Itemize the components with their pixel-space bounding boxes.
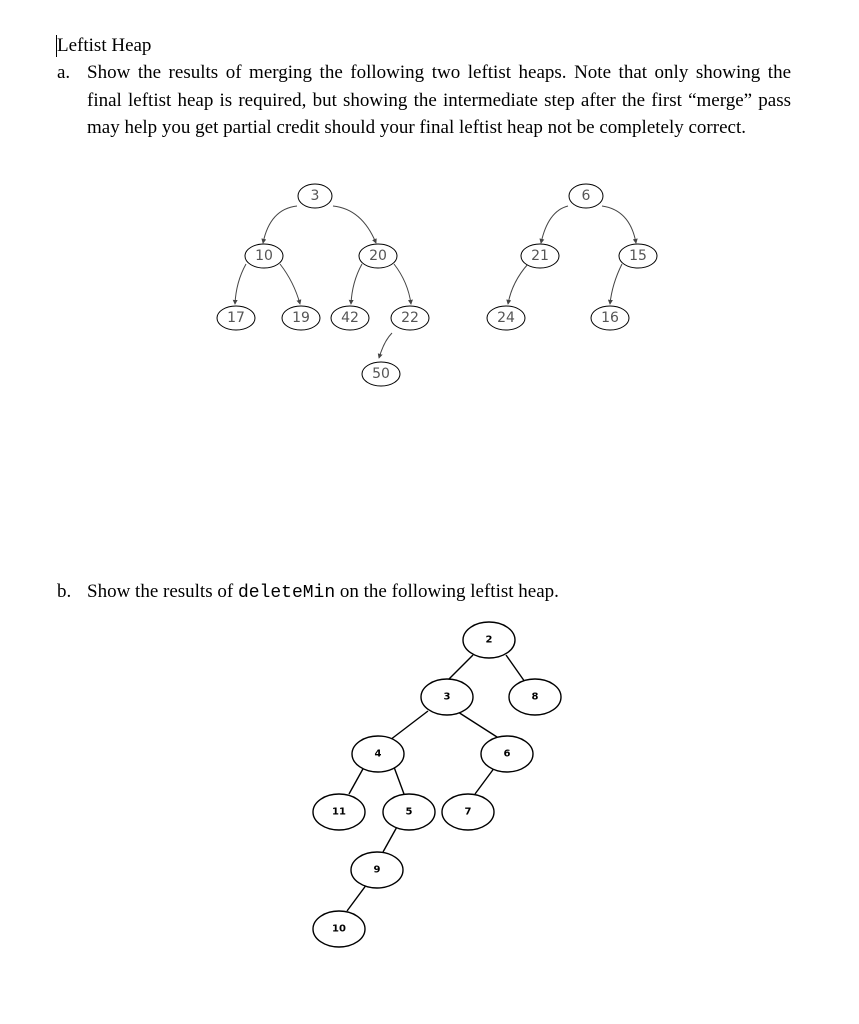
- heap-node-label: 22: [401, 310, 419, 326]
- heap-1: [217, 184, 429, 386]
- heap-node-label: 4: [374, 748, 382, 760]
- heap-node-label: 21: [531, 248, 549, 264]
- heap-node-label: 6: [581, 188, 591, 204]
- part-b-text-before: Show the results of: [87, 581, 238, 602]
- part-b-code: deleteMin: [237, 583, 336, 603]
- heap-node: [298, 184, 332, 208]
- heap-node-label: 15: [629, 248, 647, 264]
- edge-10-17: [235, 264, 246, 304]
- part-b: [57, 578, 791, 608]
- heap-2: [487, 184, 657, 330]
- edge-10-19: [280, 264, 300, 304]
- heap-node: [481, 736, 533, 772]
- heap-node-label: 6: [503, 748, 511, 760]
- edge-6-15: [602, 206, 636, 243]
- heap-node-label: 3: [443, 691, 451, 703]
- edge-3-10: [263, 206, 297, 243]
- heap-node-label: 11: [332, 806, 346, 818]
- heap-node: [569, 184, 603, 208]
- edge-3-4: [390, 711, 428, 740]
- edge-15-16: [610, 264, 622, 304]
- heap-node: [391, 306, 429, 330]
- edge-20-22: [394, 264, 411, 304]
- heap-node: [313, 911, 365, 947]
- part-b-text: [87, 578, 791, 608]
- part-a-marker: a.: [57, 62, 71, 83]
- edge-4-5: [394, 767, 404, 794]
- heap-node-label: 16: [601, 310, 619, 326]
- heap-node: [521, 244, 559, 268]
- edge-21-24: [508, 264, 528, 304]
- heap-node: [421, 679, 473, 715]
- heap-node-label: 7: [464, 806, 472, 818]
- edge-2-8: [506, 655, 525, 682]
- heap-node-label: 17: [227, 310, 245, 326]
- edge-9-10: [347, 884, 367, 911]
- heap-node: [383, 794, 435, 830]
- heap-node-label: 19: [292, 310, 310, 326]
- heap-node-label: 42: [341, 310, 359, 326]
- document-title: Leftist Heap: [57, 32, 151, 60]
- heap-node: [619, 244, 657, 268]
- heap-node: [331, 306, 369, 330]
- heap-node-label: 50: [372, 366, 390, 382]
- heap-node-label: 24: [497, 310, 515, 326]
- part-b-marker: b.: [57, 581, 72, 602]
- heap-node: [217, 306, 255, 330]
- heap-node-label: 9: [373, 864, 381, 876]
- heap-node: [509, 679, 561, 715]
- heap-node: [487, 306, 525, 330]
- heap-node-label: 5: [405, 806, 413, 818]
- heap-node-label: 20: [369, 248, 387, 264]
- edge-5-9: [383, 825, 398, 852]
- edge-3-6: [458, 712, 497, 737]
- edge-20-42: [351, 264, 362, 304]
- heap-node: [313, 794, 365, 830]
- heap-node: [352, 736, 404, 772]
- edge-6-7: [475, 767, 495, 794]
- edge-3-20: [333, 206, 376, 243]
- heap-node-label: 10: [255, 248, 273, 264]
- figure-b-leftist-heap: [313, 622, 561, 947]
- heap-node: [351, 852, 403, 888]
- heap-node: [442, 794, 494, 830]
- heap-node-label: 8: [531, 691, 539, 703]
- heap-node: [245, 244, 283, 268]
- heap-node: [463, 622, 515, 658]
- heap-node: [591, 306, 629, 330]
- heap-node: [282, 306, 320, 330]
- heap-node: [362, 362, 400, 386]
- heap-node-label: 3: [310, 188, 320, 204]
- edge-22-50: [379, 333, 392, 358]
- part-a-text: Show the results of merging the following two leftist heaps. Note that only showing the final leftist heap is required, but showing the intermediate step after the first “merge” pass may help you get partial credit should your final leftist heap not be completely correct.: [87, 62, 791, 138]
- part-b-text-after: on the following leftist heap.: [335, 581, 559, 602]
- heap-node-label: 10: [332, 923, 346, 935]
- heap-node-label: 2: [485, 634, 493, 646]
- heap-node: [359, 244, 397, 268]
- edge-4-11: [349, 767, 364, 794]
- edge-6-21: [541, 206, 568, 243]
